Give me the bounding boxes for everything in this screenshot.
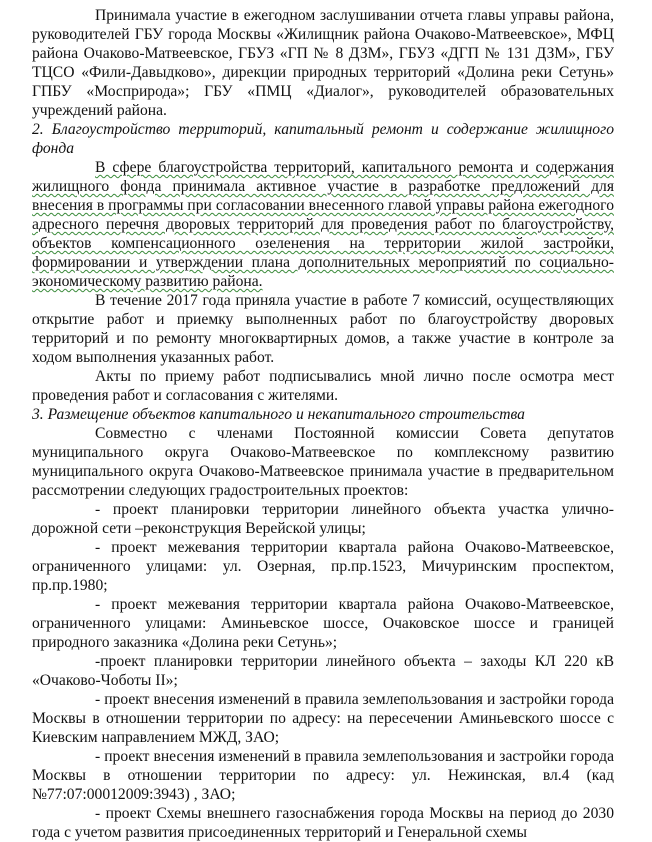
section-heading-2: 2. Благоустройство территорий, капитальный ремонт и содержание жилищного фонда (32, 121, 614, 157)
paragraph-report-participation: Принимала участие в ежегодном заслушивании отчета главы управы района, руководителей ГБУ города Москвы «Жилищник района Очаково-Матвеевское», МФЦ района Очаково-Матвеевское, ГБУЗ «ГП № 8 ДЗМ», ГБУЗ «ДГП № 131 ДЗМ», ГБУ ТЦСО «Фили-Давыдково», дирекции природных территорий «Долина реки Сетунь» ГПБУ «Мосприрода»; ГБУ «ПМЦ «Диалог», руководителей образовательных учреждений района. (32, 7, 614, 119)
list-item-aminyevskoe: - проект межевания территории квартала района Очаково-Матвеевское, ограниченного улицами: Аминьевское шоссе, Очаковское шоссе и границей природного заказника «Долина реки Сетунь»; (32, 596, 614, 651)
paragraph-acts: Акты по приему работ подписывались мной лично после осмотра мест проведения работ и согласования с жителями. (32, 368, 614, 404)
list-item-pzz-mzhd: - проект внесения изменений в правила землепользования и застройки города Москвы в отношении территории по адресу: на пересечении Аминьевского шоссе с Киевским направлением МЖД, ЗАО; (32, 691, 614, 746)
list-item-vereyskaya: - проект планировки территории линейного объекта участка улично-дорожной сети –реконструкция Верейской улицы; (32, 501, 614, 537)
list-item-kl-220: -проект планировки территории линейного объекта – заходы КЛ 220 кВ «Очаково-Чоботы II»; (32, 653, 614, 689)
list-item-ozernaya: - проект межевания территории квартала района Очаково-Матвеевское, ограниченного улицами: ул. Озерная, пр.пр.1523, Мичуринским проспектом, пр.пр.1980; (32, 539, 614, 594)
paragraph-joint-review: Совместно с членами Постоянной комиссии Совета депутатов муниципального округа Очаково-Матвеевское по комплексному развитию муниципального округа Очаково-Матвеевское принимала участие в предварительном рассмотрении следующих градостроительных проектов: (32, 425, 614, 499)
section-heading-3: 3. Размещение объектов капитального и некапитального строительства (32, 406, 525, 423)
list-item-gas-scheme: - проект Схемы внешнего газоснабжения города Москвы на период до 2030 года с учетом развития присоединенных территорий и Генеральной схемы (32, 805, 614, 841)
list-item-pzz-nezhinskaya: - проект внесения изменений в правила землепользования и застройки города Москвы в отношении территории по адресу: ул. Нежинская, вл.4 (кад №77:07:00012009:3943) , ЗАО; (32, 748, 614, 803)
paragraph-commissions: В течение 2017 года приняла участие в работе 7 комиссий, осуществляющих открытие работ и приемку выполненных работ по благоустройству дворовых территорий и по ремонту многоквартирных домов, а также участие в контроле за ходом выполнения указанных работ. (32, 292, 614, 366)
paragraph-landscaping: В сфере благоустройства территорий, капитального ремонта и содержания жилищного фонда принимала активное участие в разработке предложений для внесения в программы при согласовании внесенного главой управы района ежегодного адресного перечня дворовых территорий для проведения работ по благоустройству, объектов компенсационного озеленения на территории жилой застройки, формировании и утверждении плана дополнительных мероприятий по социально-экономическому развитию района. (32, 159, 614, 290)
